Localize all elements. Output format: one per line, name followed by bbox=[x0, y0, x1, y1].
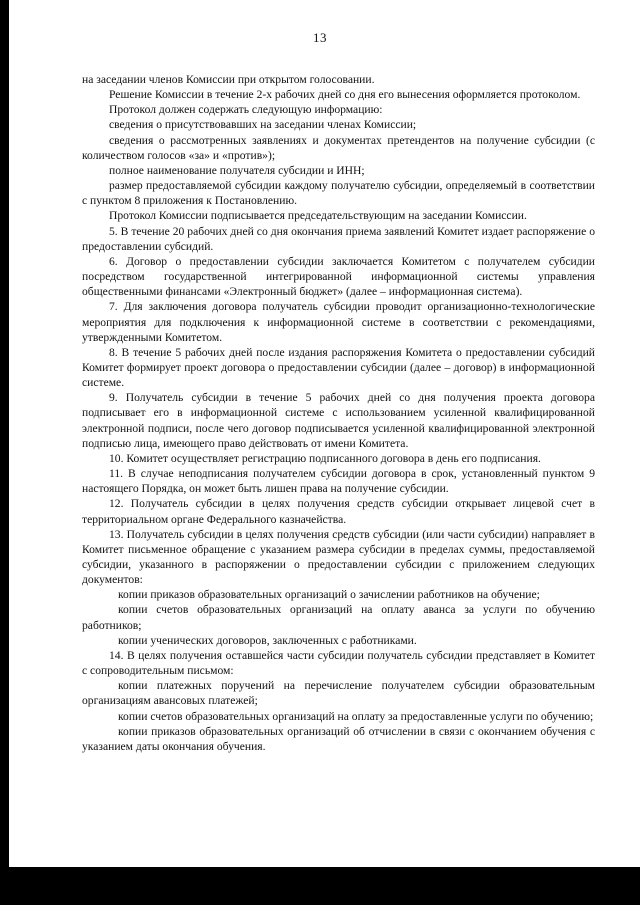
scan-left-edge bbox=[0, 0, 9, 905]
paragraph: 6. Договор о предоставлении субсидии заключается Комитетом с получателем субсидии посредством государственной интегрированной информационной системы управления общественными финансами «Электронный бюджет» (далее – информационная система). bbox=[82, 254, 595, 299]
paragraph: копии ученических договоров, заключенных с работниками. bbox=[118, 633, 417, 647]
paragraph: Протокол Комиссии подписывается председательствующим на заседании Комиссии. bbox=[109, 209, 527, 223]
paragraph: копии платежных поручений на перечисление получателем субсидии образовательным организациям авансовых платежей; bbox=[82, 679, 595, 708]
paragraph: 5. В течение 20 рабочих дней со дня окончания приема заявлений Комитет издает распоряжение о предоставлении субсидий. bbox=[82, 224, 595, 253]
paragraph: копии счетов образовательных организаций на оплату за предоставленные услуги по обучению; bbox=[118, 709, 594, 723]
paragraph: 9. Получатель субсидии в течение 5 рабочих дней со дня получения проекта договора подписывает его в информационной системе с использованием усиленной квалифицированной электронной подписи, после чего договор подписывается усиленной квалифицированной электронной подписью лица, имеющего право действовать от имени Комитета. bbox=[82, 391, 595, 450]
paragraph: копии приказов образовательных организаций об отчислении в связи с окончанием обучения с указанием даты окончания обучения. bbox=[82, 724, 595, 753]
paragraph: полное наименование получателя субсидии и ИНН; bbox=[109, 163, 365, 177]
paragraph: Решение Комиссии в течение 2-х рабочих дней со дня его вынесения оформляется протоколом. bbox=[109, 88, 581, 102]
paragraph: сведения о рассмотренных заявлениях и документах претендентов на получение субсидии (с количеством голосов «за» и «против»); bbox=[82, 133, 595, 162]
paragraph: 7. Для заключения договора получатель субсидии проводит организационно-технологические мероприятия для подключения к информационной системе в соответствии с рекомендациями, утвержденными Комитетом. bbox=[82, 300, 595, 344]
paragraph: Протокол должен содержать следующую информацию: bbox=[109, 103, 383, 117]
paragraph: 10. Комитет осуществляет регистрацию подписанного договора в день его подписания. bbox=[109, 451, 541, 465]
paragraph: 8. В течение 5 рабочих дней после издания распоряжения Комитета о предоставлении субсидий Комитет формирует проект договора о предоставлении субсидии (далее – договор) в информационной системе. bbox=[82, 345, 595, 390]
paragraph: 13. Получатель субсидии в целях получения средств субсидии (или части субсидии) направляет в Комитет письменное обращение с указанием размера субсидии в пределах суммы, предоставляемой субсидии, указанного в распоряжении о предоставлении субсидии с приложением следующих документов: bbox=[82, 527, 595, 587]
paragraph: копии приказов образовательных организаций о зачислении работников на обучение; bbox=[118, 588, 540, 602]
paragraph: 11. В случае неподписания получателем субсидии договора в срок, установленный пунктом 9 настоящего Порядка, он может быть лишен права на получение субсидии. bbox=[82, 467, 595, 496]
paragraph: копии счетов образовательных организаций на оплату аванса за услуги по обучению работников; bbox=[82, 603, 595, 632]
paragraph: сведения о присутствовавших на заседании членах Комиссии; bbox=[109, 118, 417, 132]
paragraph: 12. Получатель субсидии в целях получения средств субсидии открывает лицевой счет в территориальном органе Федерального казначейства. bbox=[82, 497, 595, 526]
paragraph: 14. В целях получения оставшейся части субсидии получатель субсидии представляет в Комитет с сопроводительным письмом: bbox=[82, 648, 595, 678]
scan-bottom-edge bbox=[0, 867, 640, 905]
page-number: 13 bbox=[313, 30, 327, 45]
paragraph: на заседании членов Комиссии при открытом голосовании. bbox=[82, 73, 375, 86]
document-body bbox=[82, 72, 595, 754]
paragraph: размер предоставляемой субсидии каждому получателю субсидии, определяемый в соответствии с пунктом 8 приложения к Постановлению. bbox=[82, 179, 595, 208]
